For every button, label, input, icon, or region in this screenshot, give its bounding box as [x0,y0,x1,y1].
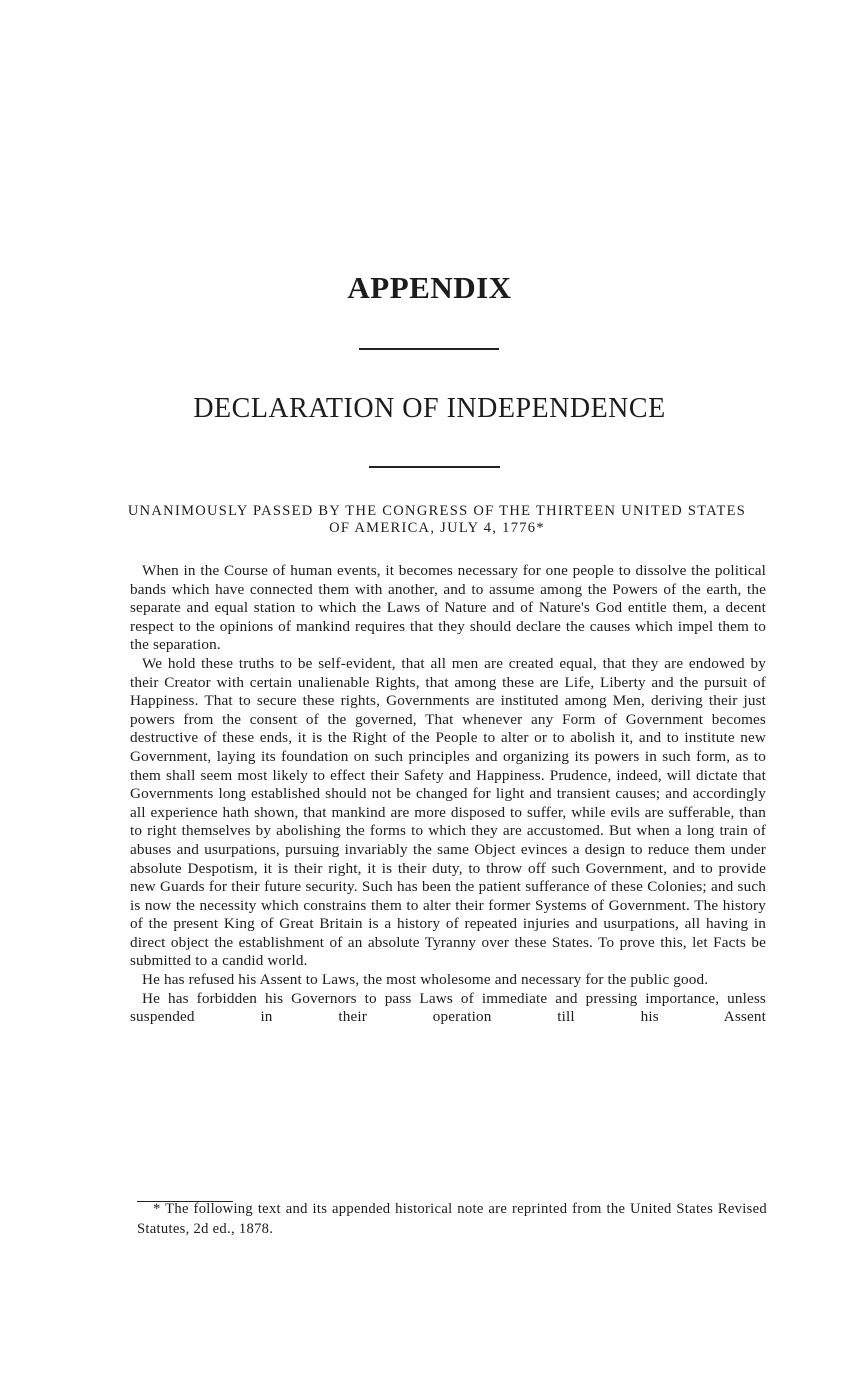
divider-top [359,348,499,350]
footnote: * The following text and its appended historical note are reprinted from the United States Revised Statutes, 2d ed., 1878. [137,1201,767,1237]
paragraph: He has forbidden his Governors to pass Laws of immediate and pressing importance, unless suspended in their operation till his Assent [130,989,766,1026]
subheading: UNANIMOUSLY PASSED BY THE CONGRESS OF THE THIRTEEN UNITED STATES OF AMERICA, JULY 4, 1776* [127,503,747,536]
body-text [130,562,766,1027]
paragraph: He has refused his Assent to Laws, the most wholesome and necessary for the public good. [142,971,709,989]
paragraph: When in the Course of human events, it becomes necessary for one people to dissolve the political bands which have connected them with another, and to assume among the Powers of the earth, the separate and equal station to which the Laws of Nature and of Nature's God entitle them, a decent respect to the opinions of mankind requires that they should declare the causes which impel them to the separation. [130,562,766,654]
appendix-heading: APPENDIX [347,270,512,305]
divider-bottom [369,466,500,468]
paragraph: We hold these truths to be self-evident, that all men are created equal, that they are endowed by their Creator with certain unalienable Rights, that among these are Life, Liberty and the pursuit of Happiness. That to secure these rights, Governments are instituted among Men, deriving their just powers from the consent of the governed, That whenever any Form of Government becomes destructive of these ends, it is the Right of the People to alter or to abolish it, and to institute new Government, laying its foundation on such principles and organizing its powers in such form, as to them shall seem most likely to effect their Safety and Happiness. Prudence, indeed, will dictate that Governments long established should not be changed for light and transient causes; and accordingly all experience hath shown, that mankind are more disposed to suffer, while evils are sufferable, than to right themselves by abolishing the forms to which they are accustomed. But when a long train of abuses and usurpations, pursuing invariably the same Object evinces a design to reduce them under absolute Despotism, it is their right, it is their duty, to throw off such Government, and to provide new Guards for their future security. Such has been the patient sufferance of these Colonies; and such is now the necessity which constrains them to alter their former Systems of Government. The history of the present King of Great Britain is a history of repeated injuries and usurpations, all having in direct object the establishment of an absolute Tyranny over these States. To prove this, let Facts be submitted to a candid world. [130,654,766,970]
document-title: DECLARATION OF INDEPENDENCE [193,393,666,424]
